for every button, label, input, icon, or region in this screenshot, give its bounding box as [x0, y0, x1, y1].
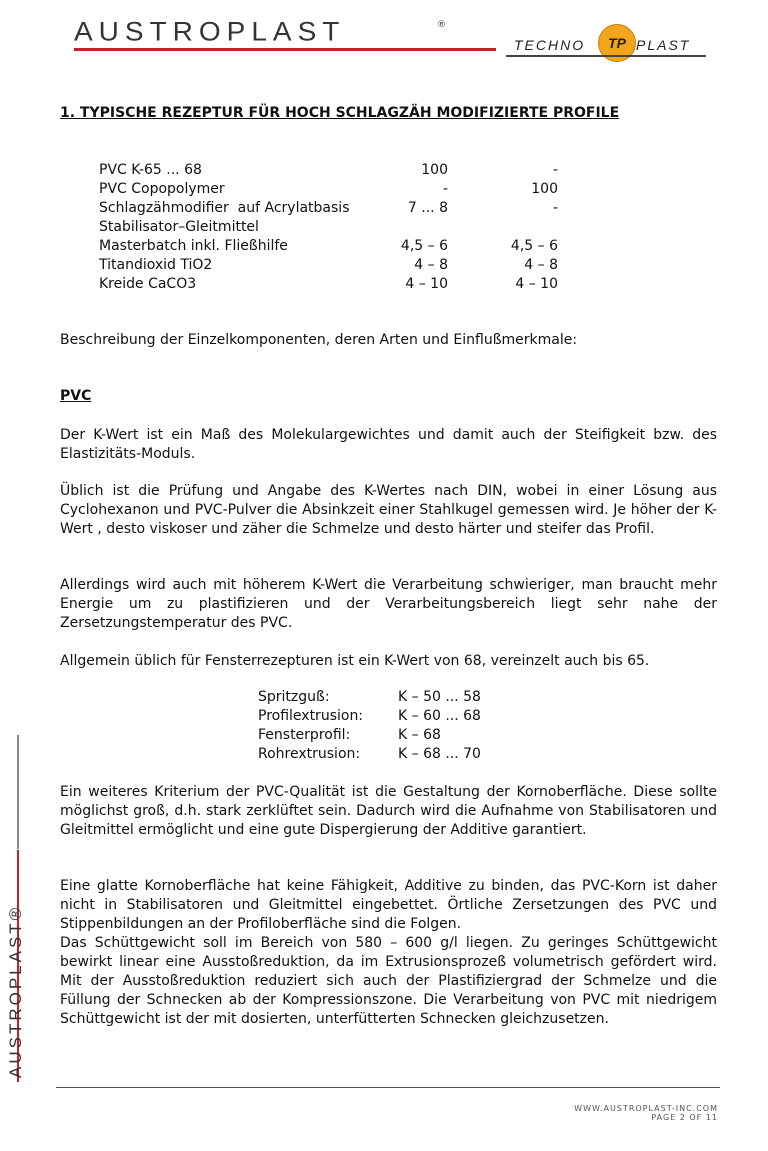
- registered-mark: ®: [437, 20, 446, 30]
- paragraph: Allerdings wird auch mit höherem K-Wert die Verarbeitung schwieriger, man braucht mehr Energie um zu plastifizieren und der Verarbeitungsbereich liegt sehr nahe der Zersetzungstemperatur des PVC.: [60, 577, 717, 631]
- paragraph: Der K-Wert ist ein Maß des Molekulargewichtes und damit auch der Steifigkeit bzw. des Elastizitäts-Moduls.: [60, 427, 717, 462]
- paragraph: Ein weiteres Kriterium der PVC-Qualität ist die Gestaltung der Kornoberfläche. Diese sollte möglichst groß, d.h. stark zerklüftet sein. Dadurch wird die Aufnahme von Stabilisatoren und Gleitmittel ermöglicht und eine gute Dispergierung der Additive garantiert.: [60, 784, 717, 838]
- page-header: [0, 0, 768, 70]
- side-line-gray: [17, 735, 19, 849]
- k-value-row: [258, 689, 518, 708]
- plast-label: PLAST: [636, 37, 691, 53]
- recipe-name: Stabilisator–Gleitmittel: [99, 219, 259, 235]
- k-value-table: [258, 689, 518, 765]
- recipe-value-1: 4 – 8: [414, 257, 448, 273]
- recipe-name: Titandioxid TiO2: [99, 257, 213, 273]
- paragraph: Üblich ist die Prüfung und Angabe des K-Wertes nach DIN, wobei in einer Lösung aus Cyclohexanon und PVC-Pulver die Absinkzeit einer Stahlkugel gemessen wird. Je höher der K-Wert , desto viskoser und zäher die Schmelze und desto härter und steifer das Profil.: [60, 483, 717, 537]
- paragraph: Eine glatte Kornoberfläche hat keine Fähigkeit, Additive zu binden, das PVC-Korn ist daher nicht in Stabilisatoren und Gleitmittel eingebettet. Örtliche Zersetzungen des PVC und Stippenbildungen an der Profiloberfläche sind die Folgen.: [60, 878, 717, 932]
- recipe-value-1: 7 ... 8: [407, 200, 448, 216]
- techno-label: TECHNO: [514, 37, 586, 53]
- process-name: Rohrextrusion:: [258, 746, 361, 762]
- tp-badge-icon: TP: [598, 24, 636, 62]
- recipe-value-2: 100: [531, 181, 558, 197]
- k-value-row: [258, 746, 518, 765]
- k-value: K – 68: [398, 727, 441, 743]
- recipe-value-1: 100: [421, 162, 448, 178]
- recipe-row: [99, 257, 569, 276]
- footer-url: WWW.AUSTROPLAST-INC.COM: [574, 1104, 718, 1113]
- recipe-value-2: 4,5 – 6: [510, 238, 558, 254]
- paragraph: Das Schüttgewicht soll im Bereich von 580 – 600 g/l liegen. Zu geringes Schüttgewicht bewirkt linear eine Ausstoßreduktion, da im Extrusionsprozeß volumetrisch gefördert wird. Mit der Ausstoßreduktion reduziert sich auch der Plastifiziergrad der Schmelze und die Füllung der Schnecken ab der Kompressionszone. Die Verarbeitung von PVC mit niedrigem Schüttgewicht ist der mit dosierten, unterfütterten Schnecken gleichzusetzen.: [60, 935, 717, 1027]
- k-value: K – 50 ... 58: [398, 689, 481, 705]
- recipe-name: Kreide CaCO3: [99, 276, 197, 292]
- recipe-row: [99, 200, 569, 219]
- recipe-name: Schlagzähmodifier auf Acrylatbasis: [99, 200, 350, 216]
- process-name: Fensterprofil:: [258, 727, 351, 743]
- recipe-row: [99, 276, 569, 295]
- recipe-row: [99, 238, 569, 257]
- recipe-value-2: 4 – 10: [515, 276, 558, 292]
- austroplast-logo: AUSTROPLAST: [74, 16, 346, 47]
- technoplast-underline: [506, 55, 706, 57]
- intro-text: Beschreibung der Einzelkomponenten, deren Arten und Einflußmerkmale:: [60, 332, 578, 348]
- page-title: 1. TYPISCHE REZEPTUR FÜR HOCH SCHLAGZÄH MODIFIZIERTE PROFILE: [60, 105, 620, 121]
- footer-divider: [56, 1087, 720, 1088]
- k-value-row: [258, 708, 518, 727]
- recipe-name: Masterbatch inkl. Fließhilfe: [99, 238, 288, 254]
- recipe-value-1: 4 – 10: [405, 276, 448, 292]
- recipe-row: [99, 219, 569, 238]
- process-name: Profilextrusion:: [258, 708, 364, 724]
- process-name: Spritzguß:: [258, 689, 330, 705]
- recipe-name: PVC Copopolymer: [99, 181, 225, 197]
- k-value: K – 68 ... 70: [398, 746, 481, 762]
- k-value: K – 60 ... 68: [398, 708, 481, 724]
- recipe-table: [99, 162, 569, 295]
- k-value-row: [258, 727, 518, 746]
- page-number: PAGE 2 OF 11: [651, 1113, 718, 1122]
- recipe-value-2: -: [552, 162, 558, 178]
- recipe-value-1: 4,5 – 6: [400, 238, 448, 254]
- paragraph: Allgemein üblich für Fensterrezepturen ist ein K-Wert von 68, vereinzelt auch bis 65.: [60, 653, 650, 669]
- recipe-row: [99, 181, 569, 200]
- recipe-value-2: -: [552, 200, 558, 216]
- recipe-name: PVC K-65 ... 68: [99, 162, 202, 178]
- logo-underline: [74, 48, 496, 51]
- side-logo: AUSTROPLAST®: [6, 904, 25, 1078]
- recipe-value-2: 4 – 8: [524, 257, 558, 273]
- section-heading-pvc: PVC: [60, 388, 92, 404]
- recipe-row: [99, 162, 569, 181]
- recipe-value-1: -: [442, 181, 448, 197]
